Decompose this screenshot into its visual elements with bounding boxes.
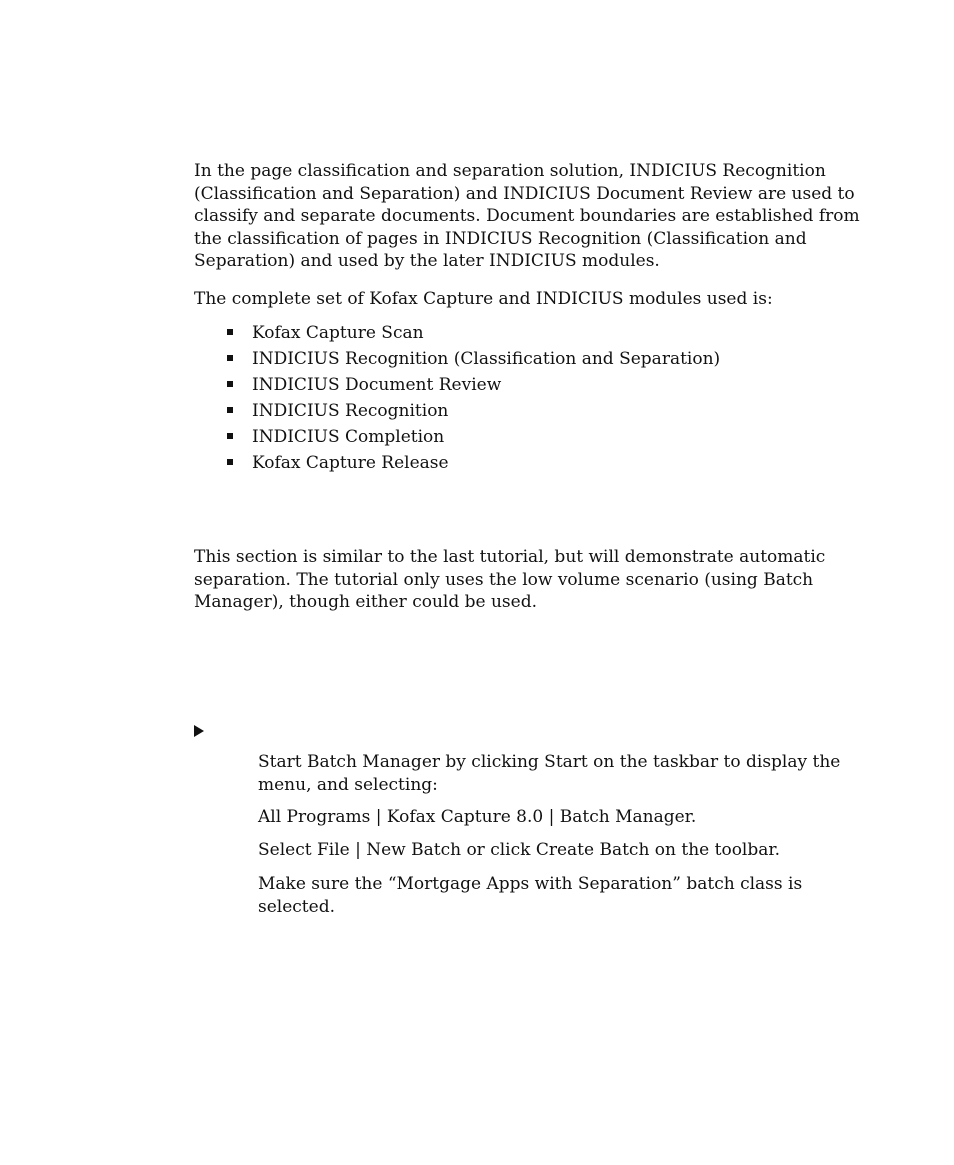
module-label: INDICIUS Document Review (252, 375, 502, 395)
procedure-step: Start Batch Manager by clicking Start on the taskbar to display the menu, and selecting: (258, 752, 841, 795)
list-item (227, 346, 720, 372)
module-label: Kofax Capture Release (252, 453, 449, 473)
list-item (227, 450, 720, 476)
list-item (227, 372, 720, 398)
triangle-right-icon (194, 725, 204, 737)
procedure-step: All Programs | Kofax Capture 8.0 | Batch Manager. (258, 807, 697, 827)
list-item (227, 320, 720, 346)
module-label: INDICIUS Recognition (252, 401, 449, 421)
bullet-icon (227, 329, 233, 335)
intro-paragraph: In the page classification and separation solution, INDICIUS Recognition (Classification and Separation) and INDICIUS Document Review are used to classify and separate documents. Document boundaries are established from the classification of pages in INDICIUS Recognition (Classification and Separation) and used by the later INDICIUS modules. (194, 161, 860, 271)
modules-list (227, 320, 720, 476)
list-item (227, 424, 720, 450)
modules-intro: The complete set of Kofax Capture and INDICIUS modules used is: (194, 289, 773, 309)
list-item (227, 398, 720, 424)
procedure-step: Select File | New Batch or click Create Batch on the toolbar. (258, 840, 781, 860)
section-paragraph: This section is similar to the last tutorial, but will demonstrate automatic separation. The tutorial only uses the low volume scenario (using Batch Manager), though either could be used. (194, 547, 826, 612)
bullet-icon (227, 407, 233, 413)
module-label: INDICIUS Recognition (Classification and Separation) (252, 349, 721, 369)
module-label: Kofax Capture Scan (252, 323, 424, 343)
module-label: INDICIUS Completion (252, 427, 445, 447)
bullet-icon (227, 381, 233, 387)
bullet-icon (227, 433, 233, 439)
procedure-step: Make sure the “Mortgage Apps with Separation” batch class is selected. (258, 874, 803, 917)
bullet-icon (227, 459, 233, 465)
bullet-icon (227, 355, 233, 361)
